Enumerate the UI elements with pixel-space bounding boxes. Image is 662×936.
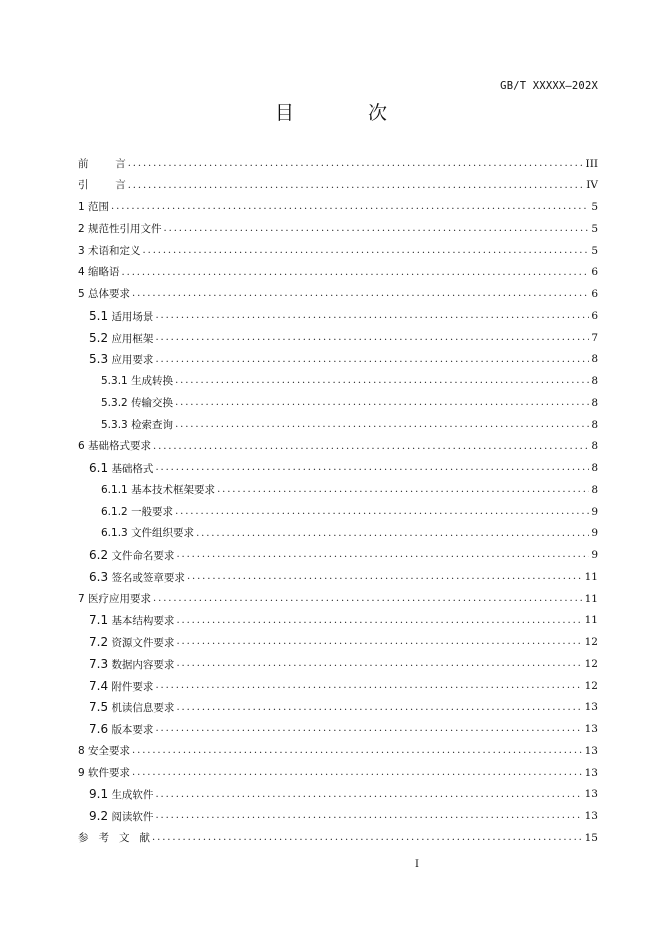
toc-entry-page: 8 <box>591 462 598 475</box>
toc-entry-label <box>78 202 109 213</box>
toc-entry[interactable] <box>78 218 598 240</box>
toc-entry-page: 12 <box>584 657 598 670</box>
toc-entry-page: 8 <box>591 440 598 453</box>
toc-entry[interactable] <box>78 784 598 806</box>
toc-entry-title: 参 考 文 献 <box>78 831 151 844</box>
toc-entry-title: 基础格式 <box>111 463 154 476</box>
toc-entry[interactable] <box>78 240 598 262</box>
toc-entry-title: 基本结构要求 <box>111 615 175 628</box>
toc-entry-label <box>78 833 150 844</box>
toc-entry-page: 8 <box>591 396 598 409</box>
toc-entry-title: 前 言 <box>78 157 126 170</box>
toc-entry-title: 术语和定义 <box>88 244 141 257</box>
dot-leader <box>153 594 583 604</box>
toc-entry-title: 医疗应用要求 <box>88 592 152 605</box>
dot-leader <box>175 376 589 386</box>
toc-entry[interactable] <box>78 545 598 567</box>
toc-entry-title: 基本技术框架要求 <box>131 483 216 496</box>
dot-leader <box>217 485 589 495</box>
toc-entry-page: 15 <box>584 831 598 844</box>
toc-entry[interactable] <box>78 175 598 197</box>
toc-entry-page: 11 <box>584 614 598 627</box>
dot-leader <box>152 833 583 843</box>
toc-entry-number: 6.1.3 <box>101 527 128 540</box>
toc-entry-label <box>101 507 173 518</box>
toc-entry-label <box>78 159 126 170</box>
toc-entry-page: 8 <box>591 353 598 366</box>
dot-leader <box>155 811 582 821</box>
dot-leader <box>128 159 584 169</box>
toc-entry[interactable] <box>78 653 598 675</box>
toc-entry-label <box>101 398 173 409</box>
toc-entry-title: 应用框架 <box>111 332 154 345</box>
toc-entry-title: 总体要求 <box>88 288 131 301</box>
toc-entry-title: 附件要求 <box>111 680 154 693</box>
page-number: I <box>415 859 419 870</box>
toc-entry-page: 13 <box>584 701 598 714</box>
dot-leader <box>132 289 589 299</box>
dot-leader <box>122 268 590 278</box>
toc-entry-label <box>89 788 153 801</box>
toc-entry-page: 6 <box>591 288 598 301</box>
toc-entry-label <box>78 267 120 278</box>
toc-entry-label <box>78 768 130 779</box>
toc-entry[interactable] <box>78 349 598 371</box>
toc-entry-page: 13 <box>584 810 598 823</box>
toc-entry-number: 6 <box>78 440 85 453</box>
toc-entry[interactable] <box>78 479 598 501</box>
toc-entry[interactable] <box>78 588 598 610</box>
toc-entry-number: 7 <box>78 592 85 605</box>
toc-entry-title: 引 言 <box>78 179 126 192</box>
toc-entry-page: 12 <box>584 679 598 692</box>
toc-entry-page: 9 <box>591 549 598 562</box>
toc-entry[interactable] <box>78 327 598 349</box>
toc-entry[interactable] <box>78 305 598 327</box>
toc-entry-page: 9 <box>591 527 598 540</box>
toc-entry-number: 5.2 <box>89 330 109 345</box>
toc-entry-title: 规范性引用文件 <box>88 222 162 235</box>
table-of-contents <box>78 153 598 849</box>
toc-entry-title: 安全要求 <box>88 744 131 757</box>
toc-entry-label <box>78 746 130 757</box>
toc-entry-number: 9.2 <box>89 809 109 824</box>
toc-entry-number: 4 <box>78 266 85 279</box>
dot-leader <box>176 659 582 669</box>
toc-entry[interactable] <box>78 719 598 741</box>
toc-entry-number: 6.3 <box>89 569 109 584</box>
toc-entry-title: 阅读软件 <box>111 811 154 824</box>
toc-entry-page: 8 <box>591 483 598 496</box>
toc-entry-label <box>78 224 162 235</box>
toc-entry-page: III <box>585 157 598 170</box>
toc-entry-page: 13 <box>584 744 598 757</box>
toc-entry-page: 5 <box>591 201 598 214</box>
toc-entry-title: 缩略语 <box>88 266 120 279</box>
toc-entry-number: 2 <box>78 222 85 235</box>
toc-entry-number: 5.3.1 <box>101 375 128 388</box>
toc-entry[interactable] <box>78 501 598 523</box>
toc-entry-label <box>78 594 151 605</box>
toc-entry-number: 7.4 <box>89 678 109 693</box>
toc-entry[interactable] <box>78 458 598 480</box>
dot-leader <box>155 355 589 365</box>
toc-entry[interactable] <box>78 697 598 719</box>
dot-leader <box>155 311 589 321</box>
toc-entry-page: 8 <box>591 375 598 388</box>
toc-entry-number: 7.6 <box>89 722 109 737</box>
toc-entry-number: 5.3.3 <box>101 418 128 431</box>
toc-entry-label <box>101 420 173 431</box>
toc-entry-page: 11 <box>584 592 598 605</box>
toc-entry-number: 3 <box>78 244 85 257</box>
toc-entry-page: 11 <box>584 570 598 583</box>
toc-entry-page: 5 <box>591 244 598 257</box>
toc-entry-page: 13 <box>584 766 598 779</box>
dot-leader <box>176 616 582 626</box>
standard-code: GB/T XXXXX—202X <box>500 80 598 92</box>
toc-entry-label <box>78 289 130 300</box>
toc-entry-label <box>101 485 215 496</box>
toc-entry[interactable] <box>78 197 598 219</box>
dot-leader <box>155 333 589 343</box>
toc-entry[interactable] <box>78 632 598 654</box>
dot-leader <box>153 442 589 452</box>
toc-entry-number: 6.1.1 <box>101 483 128 496</box>
toc-entry-label <box>89 636 174 649</box>
toc-entry-label <box>89 701 174 714</box>
toc-entry-number: 7.3 <box>89 656 109 671</box>
toc-entry-title: 版本要求 <box>111 724 154 737</box>
toc-entry-title: 生成转换 <box>131 375 174 388</box>
toc-entry[interactable] <box>78 414 598 436</box>
toc-entry-title: 基础格式要求 <box>88 440 152 453</box>
dot-leader <box>128 181 585 191</box>
toc-entry-label <box>101 528 194 539</box>
toc-entry-number: 9 <box>78 766 85 779</box>
toc-entry-title: 适用场景 <box>111 310 154 323</box>
toc-entry-title: 签名或签章要求 <box>111 571 185 584</box>
toc-entry-page: IV <box>586 179 598 192</box>
dot-leader <box>132 746 583 756</box>
toc-entry-number: 5 <box>78 288 85 301</box>
toc-entry-number: 7.5 <box>89 700 109 715</box>
toc-entry-label <box>101 376 173 387</box>
toc-entry[interactable] <box>78 610 598 632</box>
dot-leader <box>175 507 589 517</box>
toc-entry-number: 7.2 <box>89 635 109 650</box>
dot-leader <box>176 637 582 647</box>
toc-entry-label <box>78 246 141 257</box>
toc-entry-label <box>78 180 126 191</box>
toc-entry-label <box>89 310 153 323</box>
toc-entry-label <box>89 462 153 475</box>
toc-entry-title: 数据内容要求 <box>111 658 175 671</box>
dot-leader <box>155 790 582 800</box>
dot-leader <box>175 420 589 430</box>
toc-entry[interactable] <box>78 371 598 393</box>
toc-entry-label <box>89 658 174 671</box>
dot-leader <box>187 572 583 582</box>
toc-entry-number: 1 <box>78 201 85 214</box>
toc-entry[interactable] <box>78 762 598 784</box>
toc-entry-label <box>89 810 153 823</box>
page-title: 目 次 <box>274 102 422 124</box>
toc-entry-page: 5 <box>591 222 598 235</box>
toc-entry[interactable] <box>78 392 598 414</box>
toc-entry-page: 6 <box>591 309 598 322</box>
toc-entry-label <box>89 353 153 366</box>
toc-entry[interactable] <box>78 806 598 828</box>
dot-leader <box>176 550 589 560</box>
toc-entry-title: 文件命名要求 <box>111 550 175 563</box>
toc-entry-label <box>78 441 151 452</box>
dot-leader <box>164 224 590 234</box>
toc-entry[interactable] <box>78 675 598 697</box>
toc-entry-title: 传输交换 <box>131 396 174 409</box>
dot-leader <box>155 463 589 473</box>
toc-entry-page: 13 <box>584 788 598 801</box>
toc-entry-number: 5.3 <box>89 352 109 367</box>
dot-leader <box>196 529 589 539</box>
toc-entry[interactable] <box>78 827 598 849</box>
toc-entry[interactable] <box>78 740 598 762</box>
dot-leader <box>143 246 590 256</box>
toc-entry-label <box>89 614 174 627</box>
toc-entry-title: 应用要求 <box>111 354 154 367</box>
dot-leader <box>155 724 582 734</box>
toc-entry-title: 范围 <box>88 201 110 214</box>
toc-entry-page: 13 <box>584 723 598 736</box>
toc-entry-page: 8 <box>591 418 598 431</box>
dot-leader <box>176 703 582 713</box>
toc-entry-label <box>89 571 185 584</box>
toc-entry[interactable] <box>78 436 598 458</box>
dot-leader <box>155 681 582 691</box>
toc-entry-number: 9.1 <box>89 787 109 802</box>
toc-entry-label <box>89 723 153 736</box>
toc-entry-title: 文件组织要求 <box>131 527 195 540</box>
toc-entry[interactable] <box>78 523 598 545</box>
dot-leader <box>175 398 589 408</box>
toc-entry-page: 6 <box>591 266 598 279</box>
toc-entry-label <box>89 549 174 562</box>
toc-entry-title: 生成软件 <box>111 789 154 802</box>
toc-entry-number: 6.1.2 <box>101 505 128 518</box>
toc-entry-title: 一般要求 <box>131 505 174 518</box>
toc-entry-label <box>89 332 153 345</box>
toc-entry-number: 6.1 <box>89 461 109 476</box>
toc-entry-title: 资源文件要求 <box>111 637 175 650</box>
toc-entry[interactable] <box>78 566 598 588</box>
dot-leader <box>111 202 589 212</box>
toc-entry-page: 12 <box>584 636 598 649</box>
toc-entry-number: 5.1 <box>89 308 109 323</box>
toc-entry[interactable] <box>78 153 598 175</box>
toc-entry-number: 5.3.2 <box>101 396 128 409</box>
toc-entry-title: 软件要求 <box>88 766 131 779</box>
dot-leader <box>132 768 583 778</box>
toc-entry[interactable] <box>78 284 598 306</box>
toc-entry-number: 6.2 <box>89 548 109 563</box>
toc-entry-number: 7.1 <box>89 613 109 628</box>
toc-entry-number: 8 <box>78 744 85 757</box>
toc-entry-title: 检索查询 <box>131 418 174 431</box>
toc-entry-page: 9 <box>591 505 598 518</box>
toc-entry-page: 7 <box>591 331 598 344</box>
toc-entry-label <box>89 680 153 693</box>
toc-entry[interactable] <box>78 262 598 284</box>
toc-entry-title: 机读信息要求 <box>111 702 175 715</box>
